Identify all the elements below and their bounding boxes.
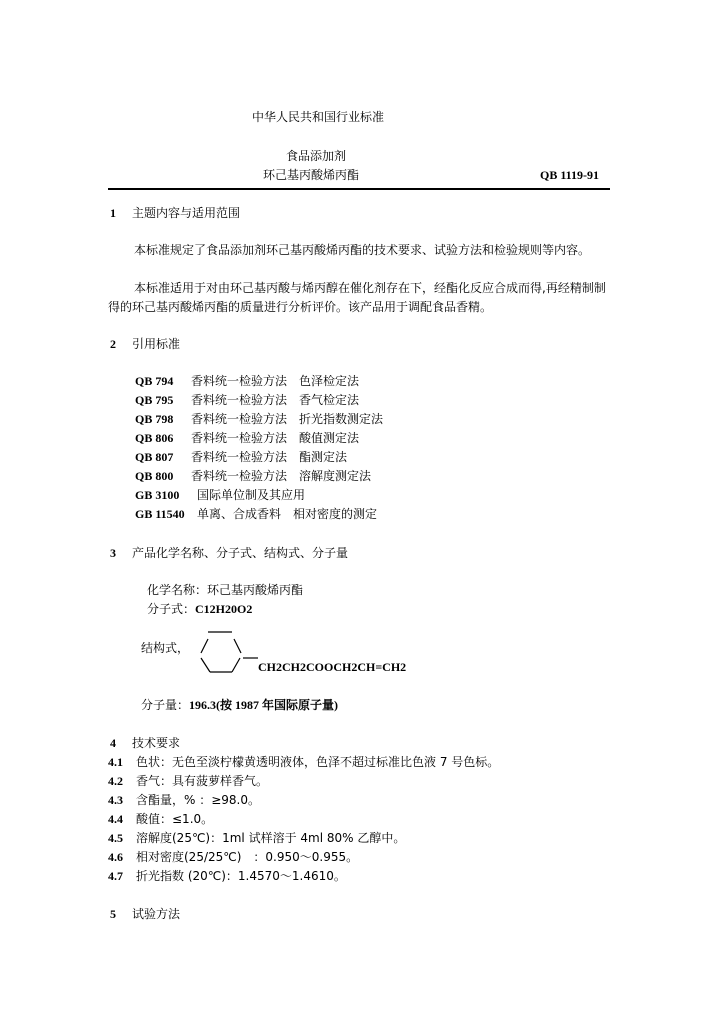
reference-code: QB 806 [135,431,174,445]
requirement-item [108,868,346,884]
requirement-text: 酸值：≤1.0。 [136,812,214,826]
reference-code: QB 807 [135,450,174,464]
reference-code: QB 798 [135,412,174,426]
reference-row [135,373,359,389]
ring-bond-upper-left [201,639,208,653]
chemical-name-row [147,582,303,598]
requirement-item [108,773,268,789]
section-1-title: 主题内容与适用范围 [132,206,241,220]
header-rule [108,188,610,190]
structure-label: 结构式， [141,641,190,655]
ring-bond-lower-left [201,658,210,672]
section-4-title: 技术要求 [132,736,181,750]
reference-title: 香料统一检验方法 酸值测定法 [191,431,360,445]
reference-title: 香料统一检验方法 色泽检定法 [191,374,360,388]
standard-category: 食品添加剂 [286,149,347,163]
reference-row [135,430,359,446]
reference-title: 香料统一检验方法 酯测定法 [191,450,348,464]
requirement-number: 4.5 [108,831,123,845]
requirement-text: 香气：具有菠萝样香气。 [136,774,269,788]
reference-row [135,449,347,465]
requirement-item [108,849,358,865]
requirement-item [108,830,405,846]
requirement-item [108,754,499,770]
section-2-title: 引用标准 [132,337,181,351]
reference-title: 香料统一检验方法 折光指数测定法 [191,412,384,426]
section-1-paragraph-1: 本标准规定了食品添加剂环己基丙酸烯丙酯的技术要求、试验方法和检验规则等内容。 [134,243,591,257]
requirement-number: 4.6 [108,850,123,864]
requirement-number: 4.3 [108,793,123,807]
reference-row [135,487,305,503]
reference-row [135,411,383,427]
reference-code: GB 11540 [135,507,185,521]
section-2-heading [110,336,180,352]
requirement-item [108,811,213,827]
ring-bond-lower-right [232,658,240,672]
section-4-heading [110,735,180,751]
requirement-item [108,792,260,808]
molecular-weight-value: 196.3(按 1987 年国际原子量) [189,698,339,712]
requirement-text: 折光指数 (20℃)：1.4570～1.4610。 [136,869,346,883]
section-3-heading [110,545,348,561]
reference-title: 香料统一检验方法 溶解度测定法 [191,469,372,483]
section-5-title: 试验方法 [132,907,181,921]
requirement-text: 色状：无色至淡柠檬黄透明液体，色泽不超过标准比色液 7 号色标。 [136,755,500,769]
reference-title: 国际单位制及其应用 [197,488,306,502]
reference-title: 香料统一检验方法 香气检定法 [191,393,360,407]
chemical-name-label: 化学名称： [147,583,208,597]
reference-row [135,468,371,484]
requirement-text: 相对密度(25/25℃) ：0.950～0.955。 [136,850,359,864]
section-1-heading [110,205,240,221]
molecular-formula-row [147,601,252,617]
reference-code: GB 3100 [135,488,180,502]
chemical-name-value: 环己基丙酸烯丙酯 [207,583,304,597]
section-4-number: 4 [110,736,116,750]
reference-code: QB 795 [135,393,174,407]
molecular-weight-label: 分子量： [141,698,190,712]
standard-code: QB 1119-91 [540,168,600,182]
requirement-text: 溶解度(25℃)：1ml 试样溶于 4ml 80% 乙醇中。 [136,831,406,845]
reference-row [135,506,377,522]
section-5-heading [110,906,180,922]
molecular-formula-value: C12H20O2 [195,602,253,616]
reference-title: 单离、合成香料 相对密度的测定 [197,507,378,521]
section-1-paragraph-2: 本标准适用于对由环己基丙酸与烯丙醇在催化剂存在下，经酯化反应合成而得,再经精制制得的环己基丙酸烯丙酯的质量进行分析评价。该产品用于调配食品香精。 [108,281,606,314]
reference-code: QB 800 [135,469,174,483]
requirement-text: 含酯量，% ：≥98.0。 [136,793,260,807]
ring-bond-upper-right [234,639,241,653]
structure-side-chain: CH2CH2COOCH2CH=CH2 [258,660,407,674]
requirement-number: 4.4 [108,812,123,826]
section-2-number: 2 [110,337,116,351]
section-1-number: 1 [110,206,116,220]
reference-row [135,392,359,408]
requirement-number: 4.2 [108,774,123,788]
standard-product-name: 环己基丙酸烯丙酯 [263,168,360,182]
molecular-weight-row [141,697,338,713]
molecular-formula-label: 分子式： [147,602,196,616]
section-5-number: 5 [110,907,116,921]
national-standard-title: 中华人民共和国行业标准 [252,110,385,124]
reference-code: QB 794 [135,374,174,388]
section-3-title: 产品化学名称、分子式、结构式、分子量 [132,546,349,560]
requirement-number: 4.1 [108,755,123,769]
section-3-number: 3 [110,546,116,560]
requirement-number: 4.7 [108,869,123,883]
